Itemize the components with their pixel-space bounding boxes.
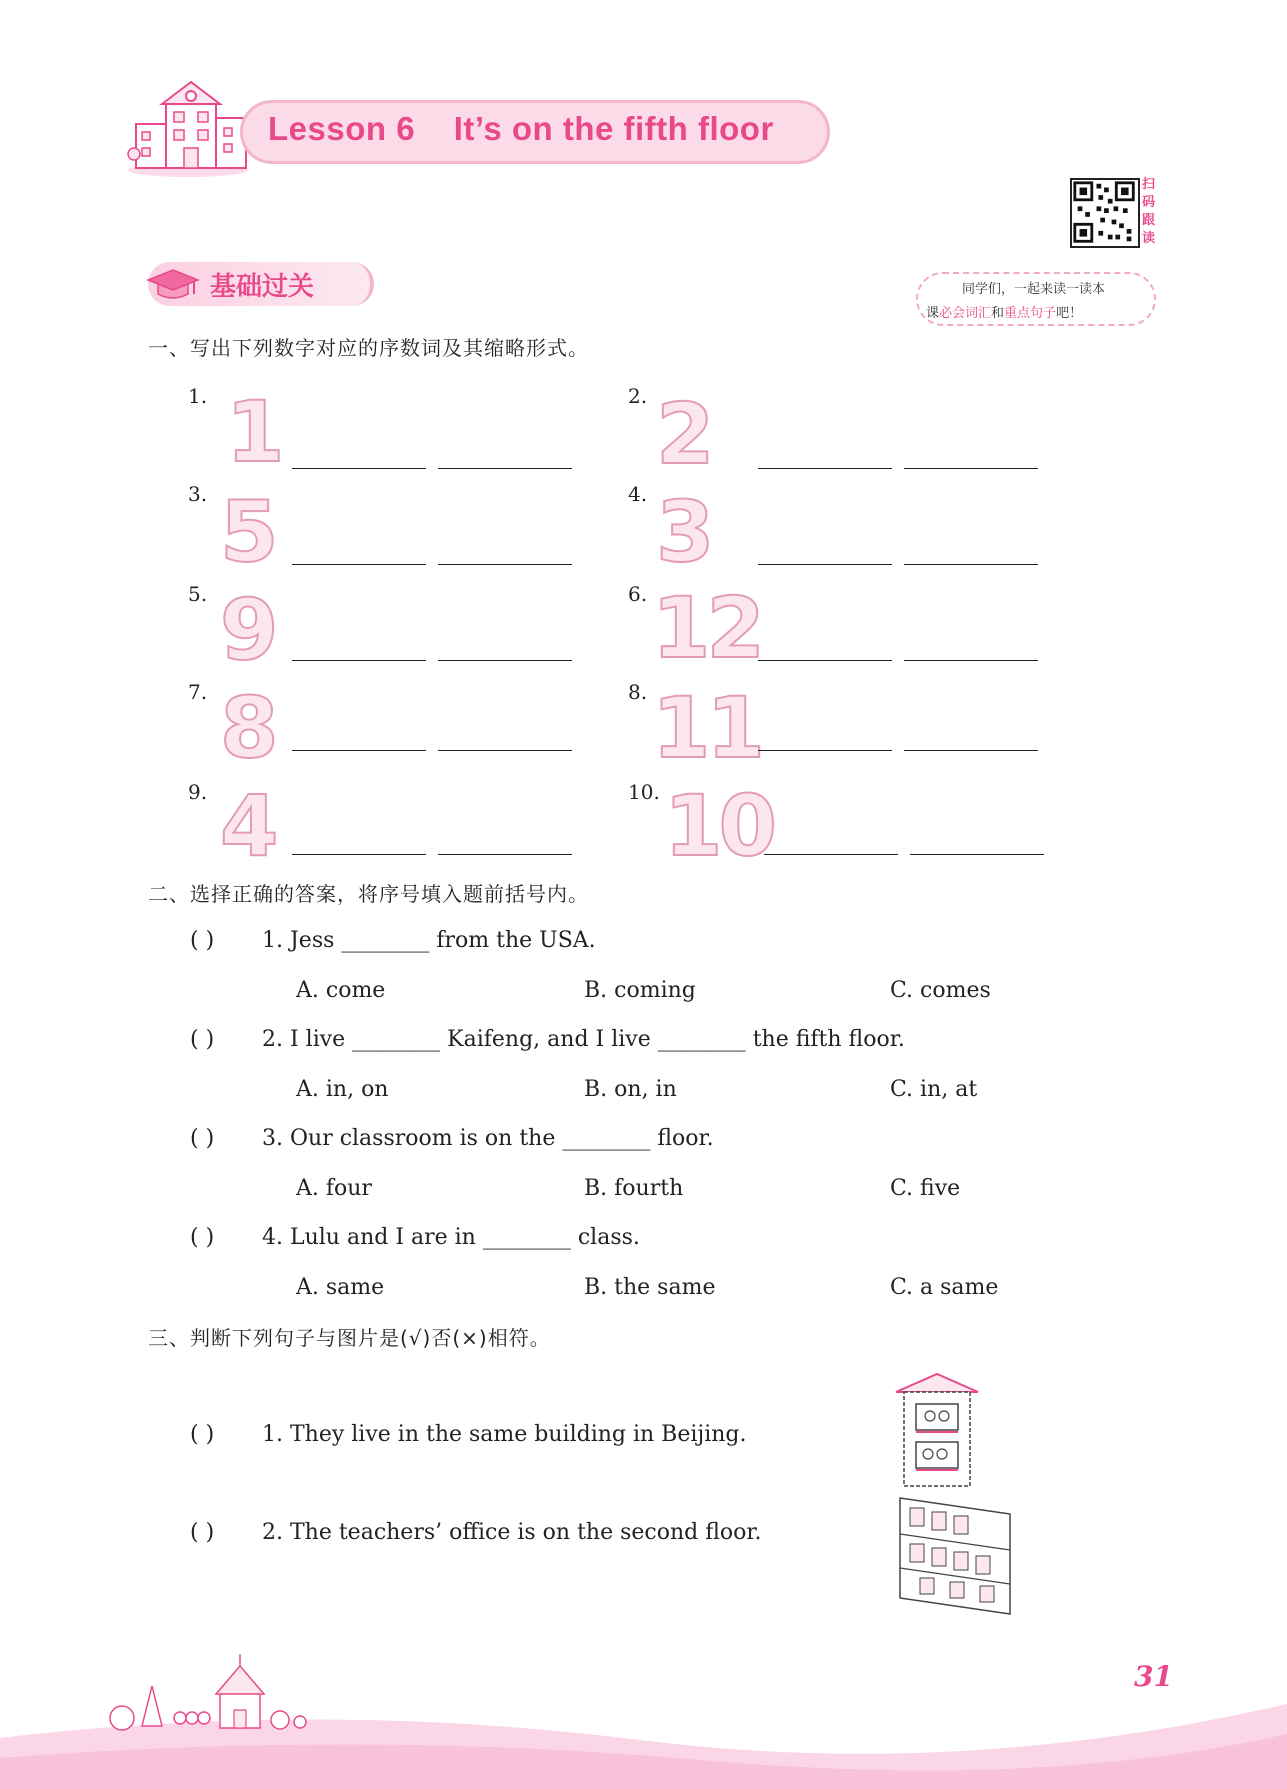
answer-paren[interactable]: ( ) — [190, 1126, 215, 1151]
answer-blank[interactable] — [292, 660, 426, 661]
answer-blank[interactable] — [438, 854, 572, 855]
graduation-cap-icon — [146, 266, 200, 304]
tracing-digit: 9 — [220, 581, 275, 679]
item-label: 4. — [628, 482, 648, 506]
answer-paren[interactable]: ( ) — [190, 1422, 215, 1447]
option-a: A. four — [296, 1176, 372, 1201]
tracing-digit: 11 — [652, 679, 761, 777]
part3-heading: 三、判断下列句子与图片是(√)否(×)相符。 — [148, 1326, 551, 1350]
item-label: 10. — [628, 780, 660, 804]
answer-blank[interactable] — [758, 750, 892, 751]
item-label: 5. — [188, 582, 208, 606]
answer-blank[interactable] — [438, 468, 572, 469]
answer-paren[interactable]: ( ) — [190, 1520, 215, 1545]
item-label: 2. — [628, 384, 648, 408]
answer-blank[interactable] — [438, 750, 572, 751]
answer-blank[interactable] — [438, 660, 572, 661]
statement-text: 1. They live in the same building in Beijing. — [262, 1422, 747, 1447]
tip-line-2: 课必会词汇和重点句子吧！ — [926, 306, 1083, 321]
answer-blank[interactable] — [438, 564, 572, 565]
school-building-icon — [126, 74, 256, 178]
answer-blank[interactable] — [758, 468, 892, 469]
option-b: B. coming — [584, 978, 696, 1003]
tracing-digit: 2 — [656, 385, 711, 483]
item-label: 8. — [628, 680, 648, 704]
town-skyline-icon — [100, 1652, 340, 1732]
answer-blank[interactable] — [292, 854, 426, 855]
question-text: 2. I live ________ Kaifeng, and I live ________ the fifth floor. — [262, 1027, 905, 1052]
item-label: 6. — [628, 582, 648, 606]
answer-blank[interactable] — [758, 564, 892, 565]
item-label: 3. — [188, 482, 208, 506]
option-b: B. fourth — [584, 1176, 684, 1201]
tracing-digit: 12 — [652, 579, 761, 677]
page-title: Lesson 6 It’s on the fifth floor — [268, 110, 774, 147]
page-number: 31 — [1134, 1660, 1173, 1693]
tracing-digit: 5 — [220, 483, 275, 581]
question-text: 4. Lulu and I are in ________ class. — [262, 1225, 640, 1250]
tracing-digit: 1 — [226, 383, 281, 481]
answer-blank[interactable] — [292, 750, 426, 751]
option-c: C. comes — [890, 978, 991, 1003]
option-c: C. a same — [890, 1275, 999, 1300]
option-b: B. the same — [584, 1275, 716, 1300]
question-text: 1. Jess ________ from the USA. — [262, 928, 596, 953]
qr-code-icon[interactable] — [1070, 178, 1140, 248]
tracing-digit: 8 — [220, 679, 275, 777]
option-a: A. come — [296, 978, 386, 1003]
answer-blank[interactable] — [764, 854, 898, 855]
answer-blank[interactable] — [910, 854, 1044, 855]
answer-paren[interactable]: ( ) — [190, 1027, 215, 1052]
item-label: 9. — [188, 780, 208, 804]
option-c: C. in, at — [890, 1077, 978, 1102]
answer-paren[interactable]: ( ) — [190, 1225, 215, 1250]
answer-blank[interactable] — [292, 564, 426, 565]
qr-label: 扫 码 跟 读 — [1142, 177, 1156, 246]
section-label: 基础过关 — [210, 272, 315, 302]
answer-blank[interactable] — [758, 660, 892, 661]
school-building-illustration — [890, 1494, 1030, 1622]
tracing-digit: 3 — [656, 483, 711, 581]
option-b: B. on, in — [584, 1077, 677, 1102]
option-c: C. five — [890, 1176, 961, 1201]
item-label: 7. — [188, 680, 208, 704]
statement-text: 2. The teachers’ office is on the second floor. — [262, 1520, 762, 1545]
answer-blank[interactable] — [904, 660, 1038, 661]
answer-blank[interactable] — [904, 564, 1038, 565]
option-a: A. in, on — [296, 1077, 389, 1102]
answer-blank[interactable] — [904, 750, 1038, 751]
tip-line-1: 同学们，一起来读一读本 — [962, 282, 1106, 297]
part1-heading: 一、写出下列数字对应的序数词及其缩略形式。 — [148, 336, 589, 360]
option-a: A. same — [296, 1275, 385, 1300]
answer-blank[interactable] — [904, 468, 1038, 469]
apartment-building-illustration — [892, 1370, 982, 1488]
tracing-digit: 10 — [664, 777, 773, 875]
answer-paren[interactable]: ( ) — [190, 928, 215, 953]
answer-blank[interactable] — [292, 468, 426, 469]
part2-heading: 二、选择正确的答案，将序号填入题前括号内。 — [148, 882, 589, 906]
tracing-digit: 4 — [220, 777, 275, 875]
item-label: 1. — [188, 384, 208, 408]
question-text: 3. Our classroom is on the ________ floor. — [262, 1126, 714, 1151]
